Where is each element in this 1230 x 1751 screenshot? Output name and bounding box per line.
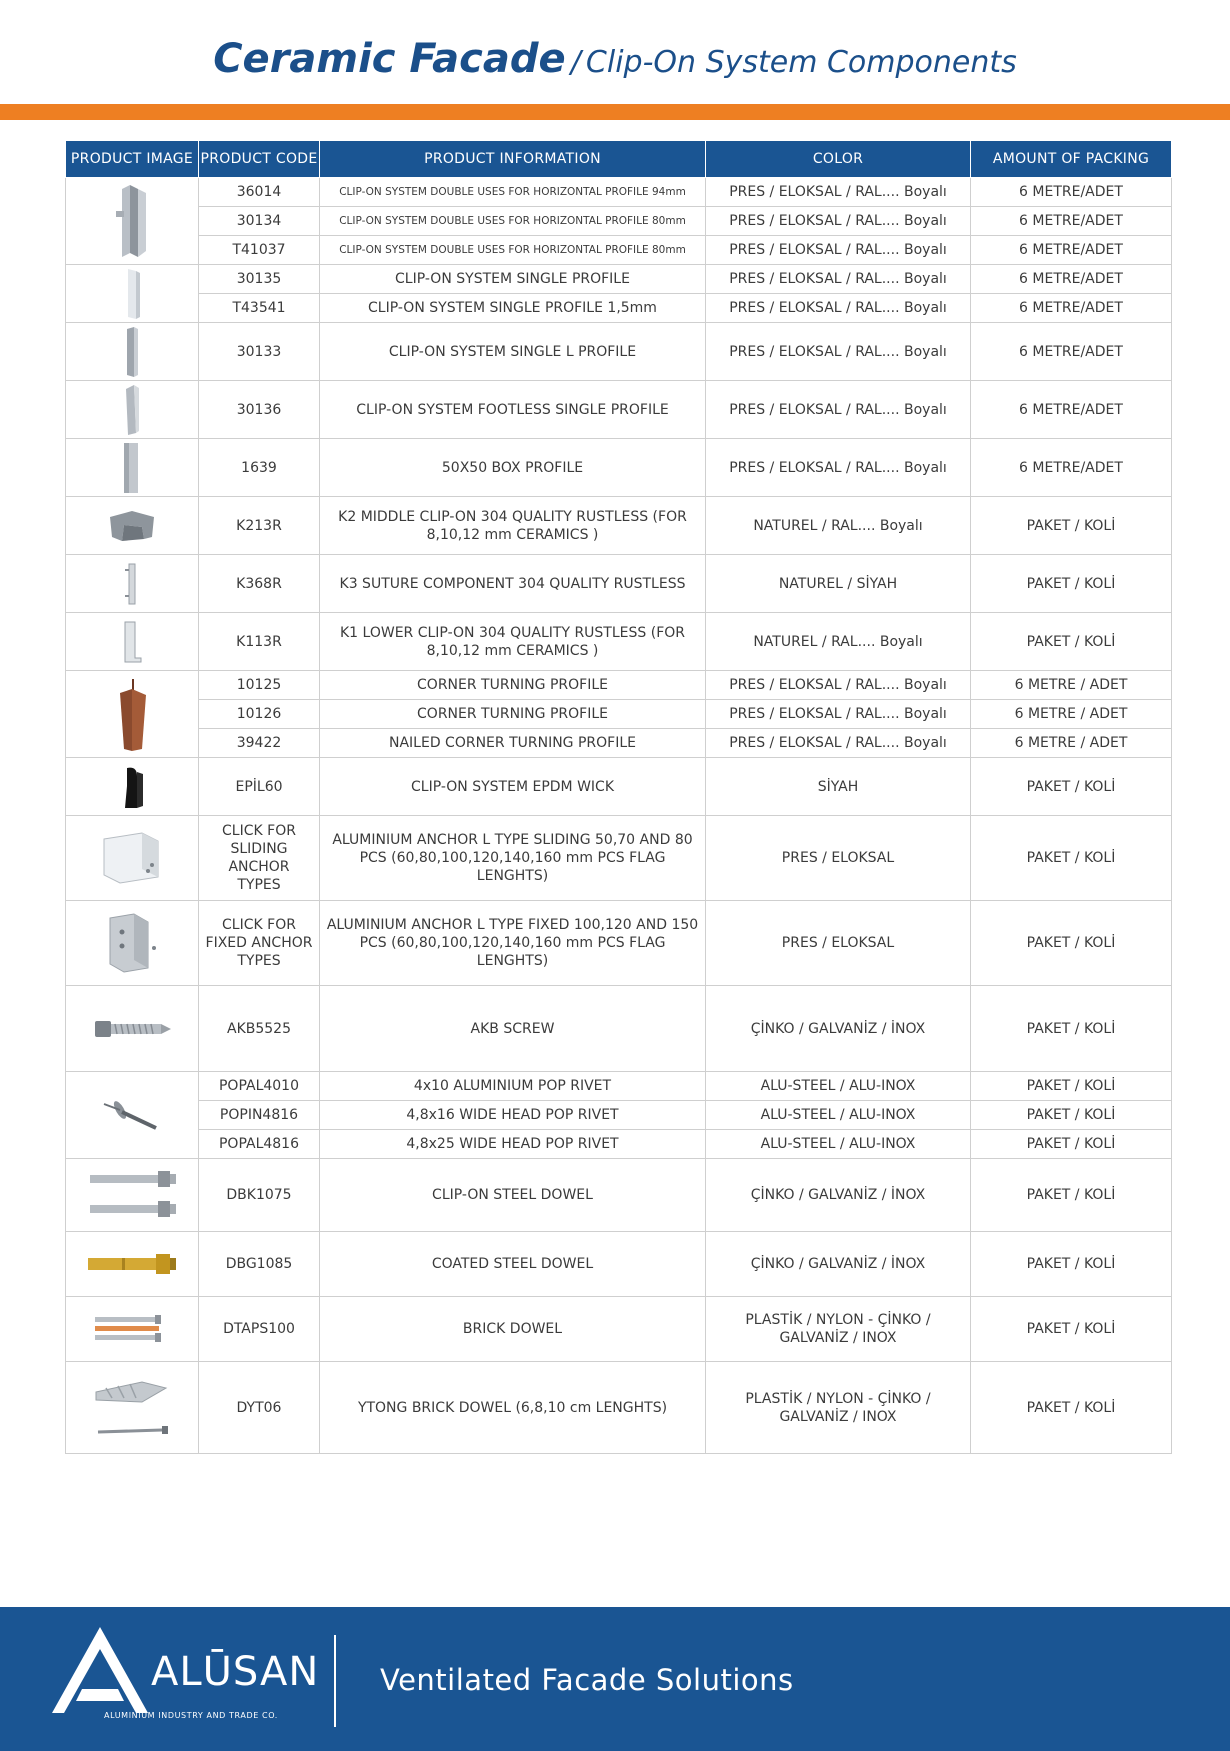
components-table-wrap bbox=[65, 140, 1171, 1454]
sliding-anchor-icon bbox=[92, 825, 172, 891]
steel-dowel-icon bbox=[82, 1163, 182, 1227]
table-row bbox=[66, 1072, 1172, 1101]
product-info: CORNER TURNING PROFILE bbox=[320, 671, 706, 700]
product-image-cell bbox=[66, 265, 199, 323]
product-code: 10125 bbox=[199, 671, 320, 700]
product-packing: 6 METRE/ADET bbox=[971, 381, 1172, 439]
product-color: PRES / ELOKSAL / RAL.... Boyalı bbox=[706, 236, 971, 265]
box-profile-icon bbox=[112, 440, 152, 496]
product-info: CLIP-ON SYSTEM SINGLE PROFILE 1,5mm bbox=[320, 294, 706, 323]
product-image-cell bbox=[66, 178, 199, 265]
product-packing: 6 METRE/ADET bbox=[971, 207, 1172, 236]
table-row bbox=[66, 1101, 1172, 1130]
pop-rivet-icon bbox=[92, 1090, 172, 1140]
product-code: K368R bbox=[199, 555, 320, 613]
product-code: DBG1085 bbox=[199, 1232, 320, 1297]
product-packing: 6 METRE/ADET bbox=[971, 323, 1172, 381]
product-color: ÇİNKO / GALVANİZ / İNOX bbox=[706, 1159, 971, 1232]
table-row bbox=[66, 901, 1172, 986]
product-code: EPİL60 bbox=[199, 758, 320, 816]
product-info: CLIP-ON STEEL DOWEL bbox=[320, 1159, 706, 1232]
product-color: ÇİNKO / GALVANİZ / İNOX bbox=[706, 986, 971, 1072]
brand-subtitle: ALUMINIUM INDUSTRY AND TRADE CO. bbox=[104, 1711, 278, 1720]
product-image-cell bbox=[66, 439, 199, 497]
title-sub: Clip-On System Components bbox=[585, 45, 1017, 80]
product-info: YTONG BRICK DOWEL (6,8,10 cm LENGHTS) bbox=[320, 1362, 706, 1454]
table-row bbox=[66, 1232, 1172, 1297]
product-packing: 6 METRE/ADET bbox=[971, 236, 1172, 265]
product-image-cell bbox=[66, 323, 199, 381]
product-image-cell bbox=[66, 986, 199, 1072]
product-info: CLIP-ON SYSTEM SINGLE PROFILE bbox=[320, 265, 706, 294]
table-row bbox=[66, 236, 1172, 265]
product-code: 30136 bbox=[199, 381, 320, 439]
product-info: CLIP-ON SYSTEM EPDM WICK bbox=[320, 758, 706, 816]
product-code: 30135 bbox=[199, 265, 320, 294]
product-code: 39422 bbox=[199, 729, 320, 758]
product-packing: PAKET / KOLİ bbox=[971, 555, 1172, 613]
screw-icon bbox=[87, 1009, 177, 1049]
brand-name: ALŪSAN bbox=[151, 1649, 320, 1695]
product-code: AKB5525 bbox=[199, 986, 320, 1072]
product-color: SİYAH bbox=[706, 758, 971, 816]
product-packing: PAKET / KOLİ bbox=[971, 1362, 1172, 1454]
table-row bbox=[66, 613, 1172, 671]
table-header-row bbox=[66, 141, 1172, 178]
product-packing: PAKET / KOLİ bbox=[971, 1297, 1172, 1362]
product-info: K3 SUTURE COMPONENT 304 QUALITY RUSTLESS bbox=[320, 555, 706, 613]
product-code: 10126 bbox=[199, 700, 320, 729]
lower-clip-icon bbox=[115, 618, 149, 666]
footer bbox=[0, 1607, 1230, 1751]
title-main: Ceramic Facade bbox=[213, 36, 566, 82]
fixed-anchor-icon bbox=[92, 908, 172, 978]
product-color: PRES / ELOKSAL / RAL.... Boyalı bbox=[706, 178, 971, 207]
product-packing: PAKET / KOLİ bbox=[971, 613, 1172, 671]
product-packing: 6 METRE/ADET bbox=[971, 178, 1172, 207]
product-code: 1639 bbox=[199, 439, 320, 497]
product-image-cell bbox=[66, 555, 199, 613]
product-color: PRES / ELOKSAL / RAL.... Boyalı bbox=[706, 671, 971, 700]
product-packing: PAKET / KOLİ bbox=[971, 1232, 1172, 1297]
product-code: 30133 bbox=[199, 323, 320, 381]
coated-dowel-icon bbox=[82, 1244, 182, 1284]
header-product-information: PRODUCT INFORMATION bbox=[320, 141, 706, 178]
product-packing: PAKET / KOLİ bbox=[971, 816, 1172, 901]
product-packing: PAKET / KOLİ bbox=[971, 497, 1172, 555]
product-packing: PAKET / KOLİ bbox=[971, 1101, 1172, 1130]
table-row bbox=[66, 671, 1172, 700]
product-image-cell bbox=[66, 497, 199, 555]
product-info: CLIP-ON SYSTEM DOUBLE USES FOR HORIZONTAL PROFILE 94mm bbox=[320, 178, 706, 207]
product-packing: PAKET / KOLİ bbox=[971, 1159, 1172, 1232]
product-info: 4,8x25 WIDE HEAD POP RIVET bbox=[320, 1130, 706, 1159]
product-packing: PAKET / KOLİ bbox=[971, 986, 1172, 1072]
product-packing: PAKET / KOLİ bbox=[971, 1072, 1172, 1101]
product-color: NATUREL / SİYAH bbox=[706, 555, 971, 613]
product-color: PRES / ELOKSAL bbox=[706, 816, 971, 901]
product-code: K213R bbox=[199, 497, 320, 555]
suture-component-icon bbox=[117, 560, 147, 608]
table-row bbox=[66, 1362, 1172, 1454]
table-row bbox=[66, 207, 1172, 236]
product-code: 36014 bbox=[199, 178, 320, 207]
header-color: COLOR bbox=[706, 141, 971, 178]
product-image-cell bbox=[66, 1232, 199, 1297]
product-code[interactable]: CLICK FOR FIXED ANCHOR TYPES bbox=[199, 901, 320, 986]
product-image-cell bbox=[66, 1297, 199, 1362]
product-info: 4x10 ALUMINIUM POP RIVET bbox=[320, 1072, 706, 1101]
middle-clip-icon bbox=[102, 503, 162, 549]
table-row bbox=[66, 1130, 1172, 1159]
product-packing: PAKET / KOLİ bbox=[971, 901, 1172, 986]
product-color: ÇİNKO / GALVANİZ / İNOX bbox=[706, 1232, 971, 1297]
product-packing: PAKET / KOLİ bbox=[971, 758, 1172, 816]
product-info: COATED STEEL DOWEL bbox=[320, 1232, 706, 1297]
product-image-cell bbox=[66, 758, 199, 816]
ytong-dowel-icon bbox=[82, 1368, 182, 1448]
product-code: POPIN4816 bbox=[199, 1101, 320, 1130]
l-profile-icon bbox=[112, 325, 152, 379]
product-code: POPAL4816 bbox=[199, 1130, 320, 1159]
product-color: NATUREL / RAL.... Boyalı bbox=[706, 613, 971, 671]
tagline: Ventilated Facade Solutions bbox=[380, 1663, 794, 1697]
product-info: CLIP-ON SYSTEM FOOTLESS SINGLE PROFILE bbox=[320, 381, 706, 439]
product-image-cell bbox=[66, 1072, 199, 1159]
product-color: NATUREL / RAL.... Boyalı bbox=[706, 497, 971, 555]
orange-divider-bar bbox=[0, 104, 1230, 120]
product-code: T41037 bbox=[199, 236, 320, 265]
table-row bbox=[66, 986, 1172, 1072]
title-separator: / bbox=[570, 45, 581, 80]
table-row bbox=[66, 555, 1172, 613]
page-title bbox=[0, 36, 1230, 82]
product-color: PLASTİK / NYLON - ÇİNKO / GALVANİZ / INOX bbox=[706, 1362, 971, 1454]
product-code: DYT06 bbox=[199, 1362, 320, 1454]
product-code: 30134 bbox=[199, 207, 320, 236]
product-image-cell bbox=[66, 381, 199, 439]
product-code: DTAPS100 bbox=[199, 1297, 320, 1362]
product-image-cell bbox=[66, 901, 199, 986]
product-color: ALU-STEEL / ALU-INOX bbox=[706, 1130, 971, 1159]
table-row bbox=[66, 816, 1172, 901]
product-color: PRES / ELOKSAL / RAL.... Boyalı bbox=[706, 439, 971, 497]
product-color: PRES / ELOKSAL bbox=[706, 901, 971, 986]
product-color: PRES / ELOKSAL / RAL.... Boyalı bbox=[706, 207, 971, 236]
epdm-wick-icon bbox=[107, 762, 157, 812]
product-info: 4,8x16 WIDE HEAD POP RIVET bbox=[320, 1101, 706, 1130]
table-row bbox=[66, 1159, 1172, 1232]
footer-divider bbox=[334, 1635, 336, 1727]
brick-dowel-icon bbox=[87, 1309, 177, 1349]
table-row bbox=[66, 439, 1172, 497]
components-table bbox=[65, 140, 1172, 1454]
product-color: ALU-STEEL / ALU-INOX bbox=[706, 1101, 971, 1130]
header-amount-of-packing: AMOUNT OF PACKING bbox=[971, 141, 1172, 178]
table-row bbox=[66, 178, 1172, 207]
table-row bbox=[66, 265, 1172, 294]
product-color: ALU-STEEL / ALU-INOX bbox=[706, 1072, 971, 1101]
product-info: CLIP-ON SYSTEM DOUBLE USES FOR HORIZONTAL PROFILE 80mm bbox=[320, 236, 706, 265]
product-info: NAILED CORNER TURNING PROFILE bbox=[320, 729, 706, 758]
product-packing: 6 METRE/ADET bbox=[971, 265, 1172, 294]
product-code[interactable]: CLICK FOR SLIDING ANCHOR TYPES bbox=[199, 816, 320, 901]
double-profile-icon bbox=[102, 181, 162, 261]
product-color: PRES / ELOKSAL / RAL.... Boyalı bbox=[706, 265, 971, 294]
product-image-cell bbox=[66, 816, 199, 901]
product-packing: PAKET / KOLİ bbox=[971, 1130, 1172, 1159]
product-image-cell bbox=[66, 671, 199, 758]
product-packing: 6 METRE / ADET bbox=[971, 671, 1172, 700]
product-info: K1 LOWER CLIP-ON 304 QUALITY RUSTLESS (FOR 8,10,12 mm CERAMICS ) bbox=[320, 613, 706, 671]
product-info: CLIP-ON SYSTEM SINGLE L PROFILE bbox=[320, 323, 706, 381]
product-packing: 6 METRE / ADET bbox=[971, 729, 1172, 758]
product-color: PRES / ELOKSAL / RAL.... Boyalı bbox=[706, 294, 971, 323]
table-row bbox=[66, 729, 1172, 758]
table-row bbox=[66, 294, 1172, 323]
product-info: ALUMINIUM ANCHOR L TYPE SLIDING 50,70 AND 80 PCS (60,80,100,120,140,160 mm PCS FLAG LENGHTS) bbox=[320, 816, 706, 901]
product-info: ALUMINIUM ANCHOR L TYPE FIXED 100,120 AND 150 PCS (60,80,100,120,140,160 mm PCS FLAG LENGHTS) bbox=[320, 901, 706, 986]
table-row bbox=[66, 1297, 1172, 1362]
footless-profile-icon bbox=[112, 383, 152, 437]
product-color: PRES / ELOKSAL / RAL.... Boyalı bbox=[706, 700, 971, 729]
product-code: T43541 bbox=[199, 294, 320, 323]
product-code: POPAL4010 bbox=[199, 1072, 320, 1101]
product-color: PRES / ELOKSAL / RAL.... Boyalı bbox=[706, 729, 971, 758]
product-packing: 6 METRE/ADET bbox=[971, 294, 1172, 323]
product-code: K113R bbox=[199, 613, 320, 671]
product-info: CLIP-ON SYSTEM DOUBLE USES FOR HORIZONTAL PROFILE 80mm bbox=[320, 207, 706, 236]
table-row bbox=[66, 381, 1172, 439]
product-code: DBK1075 bbox=[199, 1159, 320, 1232]
product-info: CORNER TURNING PROFILE bbox=[320, 700, 706, 729]
single-profile-icon bbox=[112, 267, 152, 321]
product-color: PLASTİK / NYLON - ÇİNKO / GALVANİZ / INOX bbox=[706, 1297, 971, 1362]
table-row bbox=[66, 758, 1172, 816]
product-info: 50X50 BOX PROFILE bbox=[320, 439, 706, 497]
header-product-image: PRODUCT IMAGE bbox=[66, 141, 199, 178]
product-color: PRES / ELOKSAL / RAL.... Boyalı bbox=[706, 381, 971, 439]
product-packing: 6 METRE/ADET bbox=[971, 439, 1172, 497]
product-image-cell bbox=[66, 613, 199, 671]
product-packing: 6 METRE / ADET bbox=[971, 700, 1172, 729]
header-product-code: PRODUCT CODE bbox=[199, 141, 320, 178]
table-row bbox=[66, 497, 1172, 555]
corner-profile-icon bbox=[104, 673, 160, 755]
product-info: AKB SCREW bbox=[320, 986, 706, 1072]
product-color: PRES / ELOKSAL / RAL.... Boyalı bbox=[706, 323, 971, 381]
product-info: K2 MIDDLE CLIP-ON 304 QUALITY RUSTLESS (FOR 8,10,12 mm CERAMICS ) bbox=[320, 497, 706, 555]
table-row bbox=[66, 323, 1172, 381]
table-row bbox=[66, 700, 1172, 729]
product-image-cell bbox=[66, 1159, 199, 1232]
product-image-cell bbox=[66, 1362, 199, 1454]
product-info: BRICK DOWEL bbox=[320, 1297, 706, 1362]
